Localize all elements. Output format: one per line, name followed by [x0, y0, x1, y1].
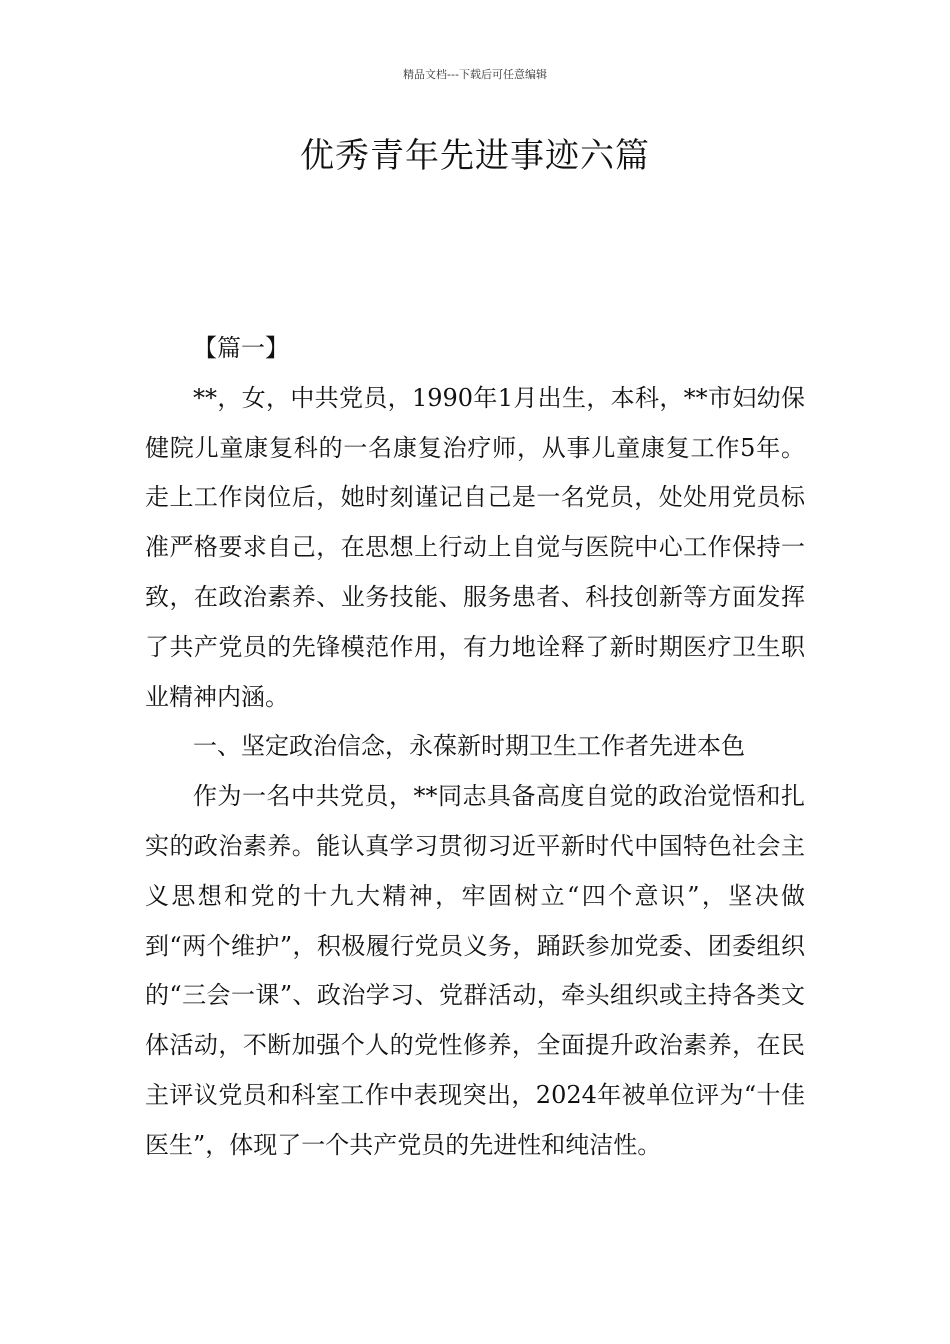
document-body [145, 324, 805, 1171]
header-note: 精品文档---下载后可任意编辑 [403, 68, 547, 81]
paragraph-political: 作为一名中共党员，**同志具备高度自觉的政治觉悟和扎实的政治素养。能认真学习贯彻习近平新时代中国特色社会主义思想和党的十九大精神，牢固树立“四个意识”，坚决做到“两个维护”，积极履行党员义务，踊跃参加党委、团委组织的“三会一课”、政治学习、党群活动，牵头组织或主持各类文体活动，不断加强个人的党性修养，全面提升政治素养，在民主评议党员和科室工作中表现突出，2024年被单位评为“十佳医生”，体现了一个共产党员的先进性和纯洁性。 [145, 782, 805, 1159]
section-label: 【篇一】 [193, 334, 289, 362]
paragraph-intro: **，女，中共党员，1990年1月出生，本科，**市妇幼保健院儿童康复科的一名康复治疗师，从事儿童康复工作5年。走上工作岗位后，她时刻谨记自己是一名党员，处处用党员标准严格要求自己，在思想上行动上自觉与医院中心工作保持一致，在政治素养、业务技能、服务患者、科技创新等方面发挥了共产党员的先锋模范作用，有力地诠释了新时期医疗卫生职业精神内涵。 [145, 383, 805, 711]
document-title: 优秀青年先进事迹六篇 [300, 136, 650, 176]
paragraph-heading: 一、坚定政治信念，永葆新时期卫生工作者先进本色 [193, 732, 745, 761]
